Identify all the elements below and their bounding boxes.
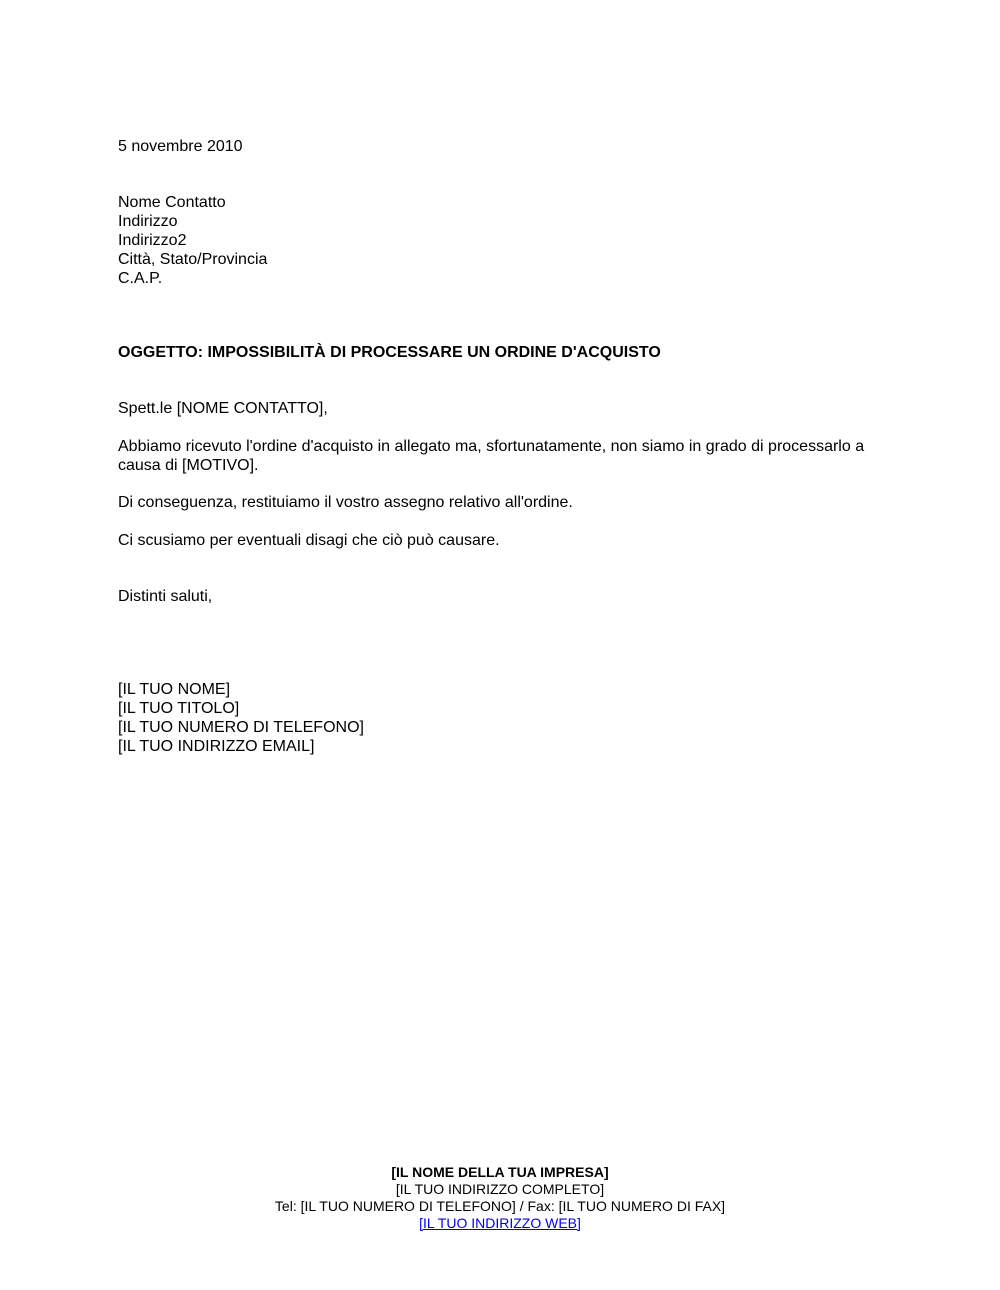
signature-email: [IL TUO INDIRIZZO EMAIL] (118, 738, 315, 755)
letter-subject: OGGETTO: IMPOSSIBILITÀ DI PROCESSARE UN ORDINE D'ACQUISTO (118, 344, 661, 361)
letter-closing: Distinti saluti, (118, 588, 213, 605)
letter-date: 5 novembre 2010 (118, 138, 243, 155)
footer-web-link[interactable]: [IL TUO INDIRIZZO WEB] (419, 1215, 581, 1231)
signature-name: [IL TUO NOME] (118, 681, 231, 698)
recipient-address-line-1: Indirizzo (118, 213, 178, 230)
recipient-name: Nome Contatto (118, 194, 226, 211)
footer-address: [IL TUO INDIRIZZO COMPLETO] (395, 1181, 605, 1197)
body-paragraph-1-line-2: causa di [MOTIVO]. (118, 457, 259, 474)
company-footer (0, 1164, 1000, 1232)
body-paragraph-3: Ci scusiamo per eventuali disagi che ciò può causare. (118, 532, 500, 549)
signature-title: [IL TUO TITOLO] (118, 700, 240, 717)
letter-salutation: Spett.le [NOME CONTATTO], (118, 400, 328, 417)
recipient-postal-code: C.A.P. (118, 270, 163, 287)
footer-web-wrapper (0, 1215, 1000, 1232)
recipient-address-line-2: Indirizzo2 (118, 232, 187, 249)
signature-phone: [IL TUO NUMERO DI TELEFONO] (118, 719, 364, 736)
footer-company-name: [IL NOME DELLA TUA IMPRESA] (391, 1164, 609, 1180)
recipient-city-state: Città, Stato/Provincia (118, 251, 268, 268)
body-paragraph-2: Di conseguenza, restituiamo il vostro assegno relativo all'ordine. (118, 494, 573, 511)
body-paragraph-1-line-1: Abbiamo ricevuto l'ordine d'acquisto in allegato ma, sfortunatamente, non siamo in grado di processarlo a (118, 438, 865, 455)
footer-contact: Tel: [IL TUO NUMERO DI TELEFONO] / Fax: [IL TUO NUMERO DI FAX] (274, 1198, 726, 1214)
